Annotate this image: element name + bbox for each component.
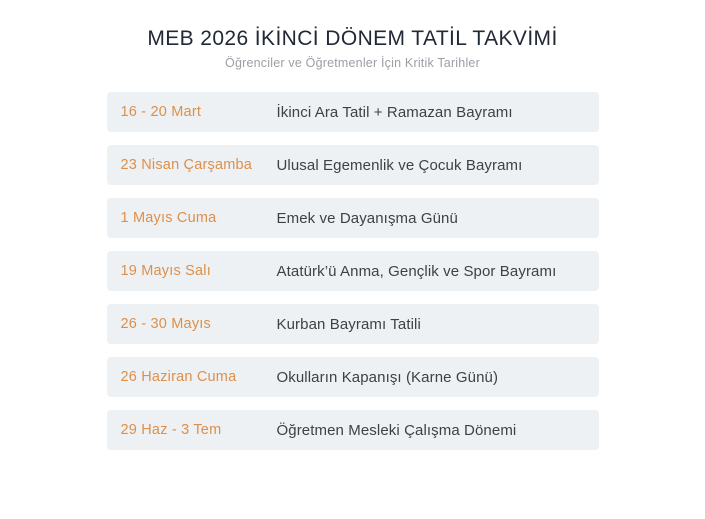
row-date: 26 Haziran Cuma xyxy=(120,369,237,386)
row-date: 1 Mayıs Cuma xyxy=(120,210,217,227)
row-description: Atatürk’ü Anma, Gençlik ve Spor Bayramı xyxy=(276,262,557,280)
row-description: Emek ve Dayanışma Günü xyxy=(276,209,458,227)
row-date: 16 - 20 Mart xyxy=(120,104,202,121)
row-description: İkinci Ara Tatil + Ramazan Bayramı xyxy=(276,103,513,121)
row-description: Ulusal Egemenlik ve Çocuk Bayramı xyxy=(276,156,523,174)
holiday-table xyxy=(107,92,599,450)
row-description: Kurban Bayramı Tatili xyxy=(276,315,421,333)
row-date: 29 Haz - 3 Tem xyxy=(120,422,222,439)
page-subtitle: Öğrenciler ve Öğretmenler İçin Kritik Tarihler xyxy=(225,56,480,71)
row-description: Öğretmen Mesleki Çalışma Dönemi xyxy=(276,421,517,439)
row-date: 19 Mayıs Salı xyxy=(120,263,211,280)
page-header xyxy=(0,0,705,70)
row-date: 23 Nisan Çarşamba xyxy=(120,157,253,174)
row-description: Okulların Kapanışı (Karne Günü) xyxy=(276,368,499,386)
table-row xyxy=(107,92,599,132)
table-row xyxy=(107,410,599,450)
table-row xyxy=(107,198,599,238)
table-row xyxy=(107,251,599,291)
table-row xyxy=(107,357,599,397)
row-date: 26 - 30 Mayıs xyxy=(120,316,211,333)
table-row xyxy=(107,145,599,185)
page-title: MEB 2026 İKİNCİ DÖNEM TATİL TAKVİMİ xyxy=(147,27,558,50)
table-row xyxy=(107,304,599,344)
